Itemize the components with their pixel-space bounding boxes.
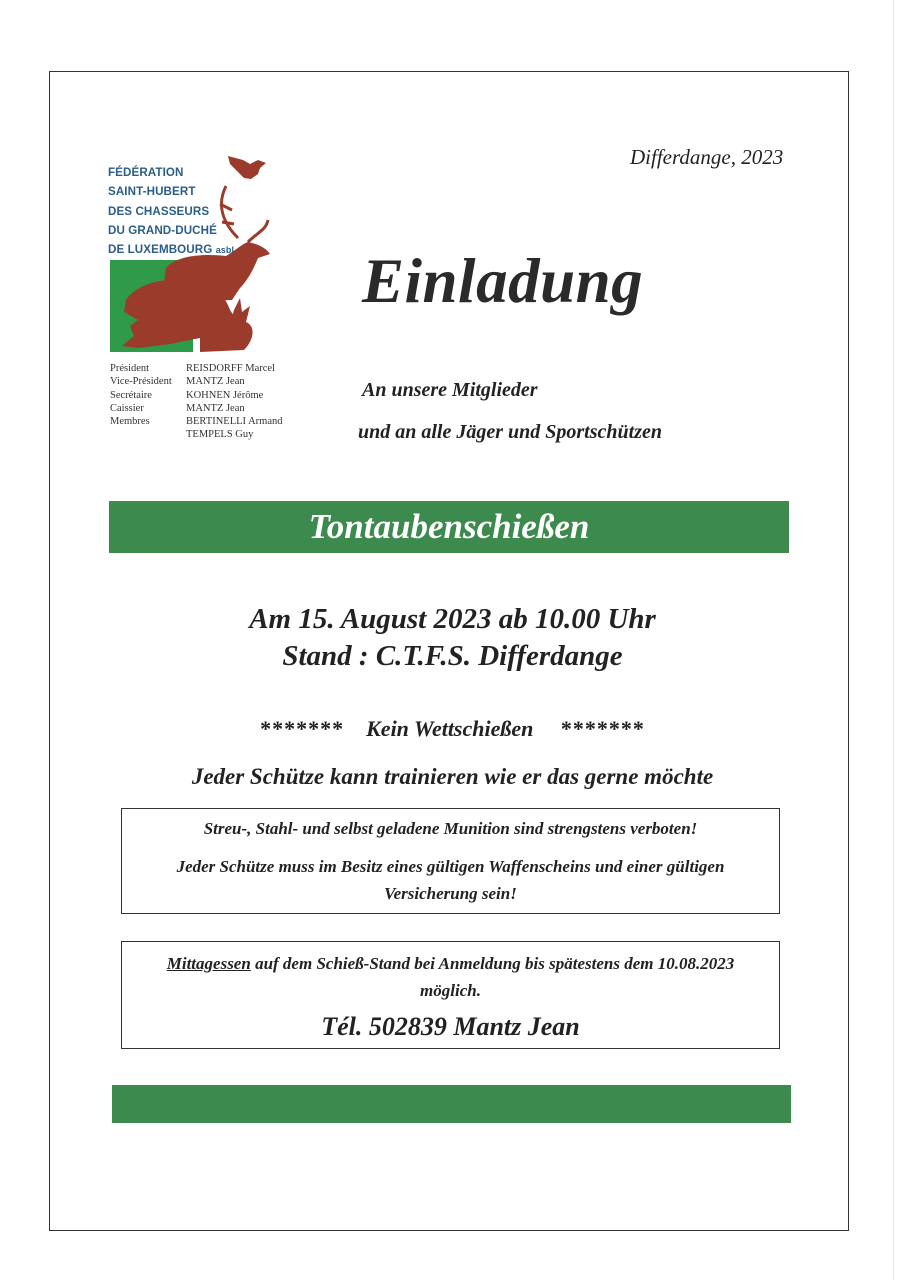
committee-name: REISDORFF Marcel xyxy=(186,363,275,374)
logo-line: SAINT-HUBERT xyxy=(108,185,196,199)
committee-name: BERTINELLI Armand xyxy=(186,416,283,428)
committee-name: KOHNEN Jérôme xyxy=(186,389,264,401)
page-title: Einladung xyxy=(362,246,644,316)
committee-role xyxy=(110,428,186,441)
lunch-box xyxy=(121,941,780,1049)
lunch-text-block xyxy=(142,950,759,1004)
event-location: Stand : C.T.F.S. Differdange xyxy=(282,640,623,672)
footer-green-bar xyxy=(112,1085,791,1123)
subtitle-members: An unsere Mitglieder xyxy=(362,379,538,401)
logo-text xyxy=(108,163,298,260)
committee-name: MANTZ Jean xyxy=(186,402,245,414)
date-line: Differdange, 2023 xyxy=(630,145,784,169)
event-banner xyxy=(109,501,789,553)
committee-row xyxy=(110,402,282,415)
rule-ammunition: Streu-, Stahl- und selbst geladene Munition sind strengstens verboten! xyxy=(203,819,698,838)
rules-box xyxy=(121,808,780,914)
subtitle-hunters: und an alle Jäger und Sportschützen xyxy=(358,421,662,443)
committee-row xyxy=(110,375,282,388)
logo-line: DU GRAND-DUCHÉ xyxy=(108,223,217,237)
committee-role: Caissier xyxy=(110,402,144,414)
committee-role: Vice-Président xyxy=(110,376,172,388)
stars-right: ******* xyxy=(560,716,645,741)
rule-license: Jeder Schütze muss im Besitz eines gültigen Waffenscheins und einer gültigen Versicherung sein! xyxy=(176,857,725,903)
logo-line: DE LUXEMBOURG xyxy=(108,243,213,257)
committee-name: MANTZ Jean xyxy=(186,376,245,388)
lunch-text: auf dem Schieß-Stand bei Anmeldung bis spätestens dem 10.08.2023 möglich. xyxy=(250,954,735,1000)
committee-row xyxy=(110,415,282,428)
logo-asbl: asbl xyxy=(215,245,235,256)
logo-line: FÉDÉRATION xyxy=(108,166,184,179)
stars-left: ******* xyxy=(260,716,345,741)
committee-row xyxy=(110,362,282,375)
committee-row xyxy=(110,389,282,402)
committee-role: Président xyxy=(110,363,150,374)
committee-list xyxy=(110,362,282,442)
committee-row xyxy=(110,428,282,441)
contact-phone: Tél. 502839 Mantz Jean xyxy=(321,1012,580,1041)
committee-role: Secrétaire xyxy=(110,389,152,401)
logo-line: DES CHASSEURS xyxy=(108,204,210,218)
event-date: Am 15. August 2023 ab 10.00 Uhr xyxy=(249,603,656,635)
training-note: Jeder Schütze kann trainieren wie er das gerne möchte xyxy=(191,764,714,789)
committee-role: Membres xyxy=(110,416,150,428)
lunch-label: Mittagessen xyxy=(166,954,251,973)
committee-name: TEMPELS Guy xyxy=(186,429,254,441)
logo-line-last xyxy=(108,240,298,260)
no-competition-text: Kein Wettschießen xyxy=(366,716,534,741)
banner-title: Tontaubenschießen xyxy=(308,507,590,546)
no-competition-line xyxy=(0,716,905,742)
